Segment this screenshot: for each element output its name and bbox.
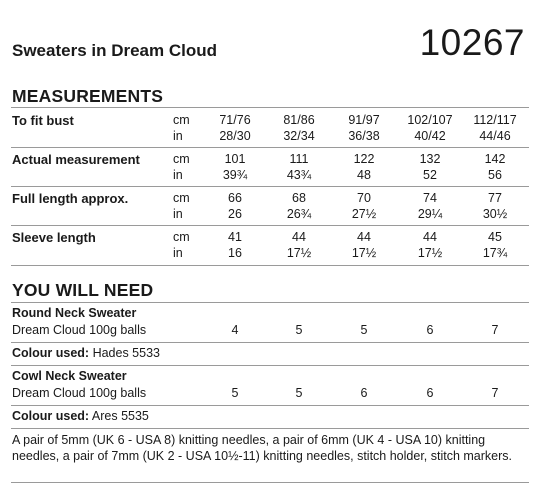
row-label: Sleeve length [12,230,96,245]
round-neck-balls: 4 [231,323,239,337]
round-neck-balls: 7 [491,323,499,337]
divider [11,428,529,429]
value-in: 17½ [286,246,312,260]
page-title: Sweaters in Dream Cloud [12,41,218,60]
cowl-neck-balls: 5 [231,386,239,400]
value-in: 17¾ [482,246,508,260]
value-cm: 81/86 [283,113,315,127]
value-in: 27½ [351,207,377,221]
divider [11,482,529,483]
value-cm: 44 [357,230,371,244]
colour-label: Colour used: [12,346,90,360]
measurement-row-actual [0,148,543,181]
value-in: 40/42 [414,129,446,143]
value-cm: 74 [423,191,437,205]
pattern-number: 10267 [419,22,525,63]
colour-label: Colour used: [12,409,90,423]
value-cm: 44 [292,230,306,244]
value-cm: 122 [353,152,375,166]
unit-in: in [173,168,183,182]
value-cm: 68 [292,191,306,205]
cowl-neck-balls: 7 [491,386,499,400]
unit-cm: cm [173,152,190,166]
colour-value: Hades 5533 [92,346,160,360]
unit-cm: cm [173,230,190,244]
value-cm: 44 [423,230,437,244]
cowl-neck-colour [12,409,149,423]
value-in: 30½ [482,207,508,221]
value-in: 43¾ [286,168,312,182]
divider [11,342,529,343]
round-neck-balls: 6 [426,323,434,337]
measurements-heading: MEASUREMENTS [12,86,164,106]
cowl-neck-heading: Cowl Neck Sweater [12,369,127,383]
value-in: 44/46 [479,129,511,143]
unit-in: in [173,129,183,143]
measurement-row-sleeve [0,226,543,259]
value-cm: 112/117 [473,113,517,127]
value-cm: 77 [488,191,502,205]
round-neck-yarn-label: Dream Cloud 100g balls [12,323,147,337]
value-cm: 66 [228,191,242,205]
value-in: 52 [423,168,437,182]
cowl-neck-yarn-label: Dream Cloud 100g balls [12,386,147,400]
cowl-neck-balls: 6 [426,386,434,400]
divider [11,302,529,303]
value-cm: 132 [419,152,441,166]
value-in: 32/34 [283,129,315,143]
round-neck-heading: Round Neck Sweater [12,306,137,320]
row-label: Full length approx. [12,191,129,206]
round-neck-colour [12,346,160,360]
row-label: Actual measurement [12,152,140,167]
row-label: To fit bust [12,113,74,128]
value-cm: 71/76 [219,113,251,127]
value-cm: 111 [289,152,309,166]
cowl-neck-balls: 6 [360,386,368,400]
value-cm: 101 [224,152,246,166]
unit-cm: cm [173,113,190,127]
value-cm: 41 [228,230,242,244]
divider [11,405,529,406]
round-neck-balls: 5 [360,323,368,337]
value-in: 36/38 [348,129,380,143]
value-in: 56 [488,168,502,182]
measurement-row-length [0,187,543,220]
value-in: 16 [228,246,242,260]
value-in: 28/30 [219,129,251,143]
unit-in: in [173,246,183,260]
divider [11,365,529,366]
value-in: 17½ [351,246,377,260]
value-cm: 142 [484,152,506,166]
unit-cm: cm [173,191,190,205]
value-cm: 45 [488,230,502,244]
you-will-need-heading: YOU WILL NEED [12,280,154,300]
value-in: 26¾ [286,207,312,221]
value-cm: 91/97 [348,113,380,127]
value-in: 26 [228,207,242,221]
unit-in: in [173,207,183,221]
value-in: 29¼ [417,207,443,221]
value-in: 48 [357,168,371,182]
measurement-row-bust [0,109,543,142]
round-neck-balls: 5 [295,323,303,337]
colour-value: Ares 5535 [91,409,149,423]
divider [11,107,529,108]
value-cm: 102/107 [407,113,453,127]
needles-notes: A pair of 5mm (UK 6 - USA 8) knitting needles, a pair of 6mm (UK 4 - USA 10) knitting needles, a pair of 7mm (UK 2 - USA 10½-11) knitting needles, stitch holder, stitch markers. [12,433,512,463]
divider [11,265,529,266]
value-cm: 70 [357,191,371,205]
value-in: 39¾ [222,168,248,182]
cowl-neck-balls: 5 [295,386,303,400]
value-in: 17½ [417,246,443,260]
